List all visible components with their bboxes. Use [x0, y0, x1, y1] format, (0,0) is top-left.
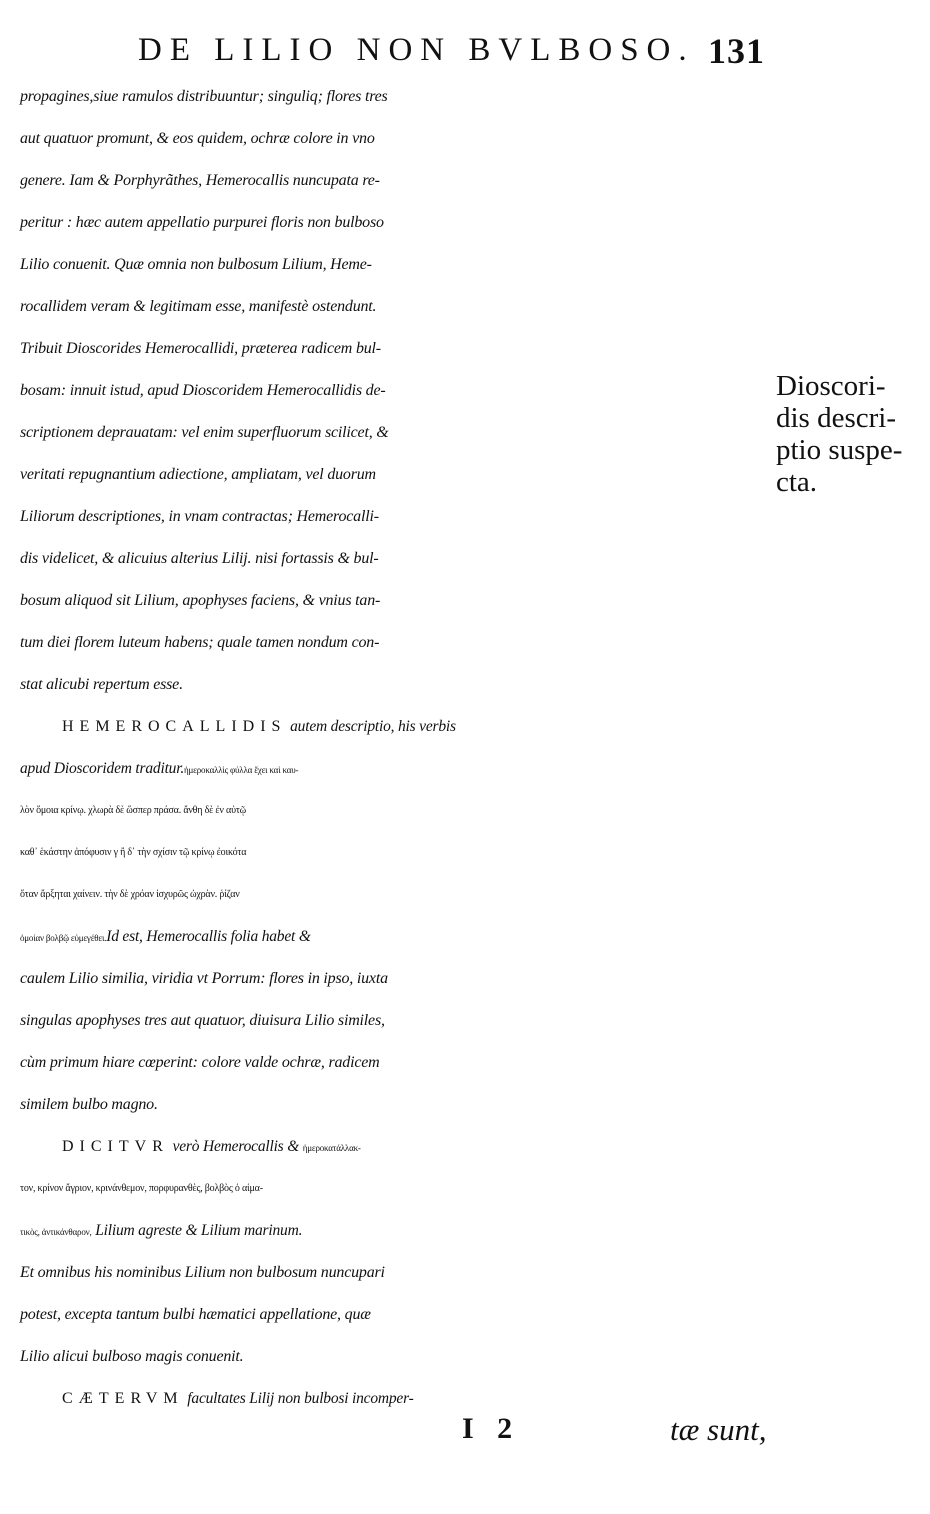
text-line: [20, 916, 780, 958]
margin-note-line: ptio suspe-: [776, 434, 903, 466]
page-number: 131: [708, 31, 765, 71]
greek-line: ὅταν ἄρξηται χαίνειν. τὴν δὲ χρόαν ἰσχυρῶς ὠχρὰν. ῥίζαν: [20, 889, 240, 900]
text-line: stat alicubi repertum esse.: [20, 676, 183, 693]
greek-fragment: ἡμεροκαλλὶς φύλλα ἔχει καὶ καυ-: [184, 765, 299, 775]
text-line: Et omnibus his nominibus Lilium non bulbosum nuncupari: [20, 1264, 385, 1281]
greek-line: λὸν ὅμοια κρίνῳ. χλωρὰ δὲ ὥσπερ πράσα. ἄνθη δὲ ἐν αὐτῷ: [20, 805, 247, 816]
text-line: bosum aliquod sit Lilium, apophyses faciens, & vnius tan-: [20, 592, 381, 609]
signature-mark: I 2: [462, 1412, 521, 1445]
paragraph-opening-line: [20, 706, 780, 748]
paragraph-lead-word: HEMEROCALLIDIS: [62, 718, 287, 735]
text-line: similem bulbo magno.: [20, 1096, 158, 1113]
margin-note-line: Dioscori-: [776, 370, 886, 402]
page-header: [0, 22, 800, 71]
text-line: scriptionem deprauatam: vel enim superfluorum scilicet, &: [20, 424, 389, 441]
text-fragment: facultates Lilij non bulbosi incomper-: [183, 1390, 414, 1407]
text-line: singulas apophyses tres aut quatuor, diuisura Lilio similes,: [20, 1012, 385, 1029]
text-line: veritati repugnantium adiectione, ampliatam, vel duorum: [20, 466, 376, 483]
margin-note-line: cta.: [776, 466, 818, 498]
greek-fragment: ὁμοίαν βολβῷ εὐμεγέθει.: [20, 933, 107, 943]
text-line: tum diei florem luteum habens; quale tamen nondum con-: [20, 634, 380, 651]
text-line: [20, 1210, 780, 1252]
body-text: [20, 76, 780, 1420]
margin-note-line: dis descri-: [776, 402, 896, 434]
text-fragment: autem descriptio, his verbis: [286, 718, 456, 735]
text-line: rocallidem veram & legitimam esse, manifestè ostendunt.: [20, 298, 377, 315]
greek-line: καθ᾽ ἑκάστην ἀπόφυσιν γ ἢ δ᾽ τὴν σχίσιν τῷ κρίνῳ ἐοικότα: [20, 847, 247, 858]
text-line: Lilio conuenit. Quæ omnia non bulbosum Lilium, Heme-: [20, 256, 372, 273]
greek-fragment: τικὸς, ἀντικάνθαρον,: [20, 1227, 92, 1237]
text-line: genere. Iam & Porphyrãthes, Hemerocallis nuncupata re-: [20, 172, 380, 189]
text-fragment: apud Dioscoridem traditur.: [20, 760, 185, 777]
text-line: peritur : hæc autem appellatio purpurei floris non bulboso: [20, 214, 384, 231]
paragraph-opening-line: [20, 1378, 780, 1420]
text-line: potest, excepta tantum bulbi hæmatici appellatione, quæ: [20, 1306, 371, 1323]
text-line: Lilio alicui bulboso magis conuenit.: [20, 1348, 244, 1365]
paragraph-lead-word: CÆTERVM: [62, 1390, 184, 1407]
text-line: aut quatuor promunt, & eos quidem, ochræ colore in vno: [20, 130, 375, 147]
paragraph-opening-line: [20, 1126, 780, 1168]
text-line: caulem Lilio similia, viridia vt Porrum: flores in ipso, iuxta: [20, 970, 388, 987]
margin-note: [776, 370, 926, 498]
greek-fragment: ἡμεροκατάλλακ-: [302, 1143, 361, 1153]
text-line: [20, 748, 780, 790]
text-fragment: Id est, Hemerocallis folia habet &: [106, 928, 311, 945]
running-head: DE LILIO NON BVLBOSO.: [138, 32, 695, 68]
text-fragment: Lilium agreste & Lilium marinum.: [91, 1222, 303, 1239]
text-line: dis videlicet, & alicuius alterius Lilij. nisi fortassis & bul-: [20, 550, 379, 567]
text-line: cùm primum hiare cœperint: colore valde ochræ, radicem: [20, 1054, 380, 1071]
text-line: Tribuit Dioscorides Hemerocallidi, præterea radicem bul-: [20, 340, 381, 357]
text-fragment: verò Hemerocallis &: [168, 1138, 303, 1155]
text-line: Liliorum descriptiones, in vnam contractas; Hemerocalli-: [20, 508, 379, 525]
text-line: propagines,siue ramulos distribuuntur; singuliq; flores tres: [20, 88, 388, 105]
greek-line: τον, κρίνον ἄγριον, κρινάνθεμον, πορφυρανθὲς, βολβὸς ὁ αἱμα-: [20, 1183, 263, 1194]
catchword: tæ sunt,: [670, 1412, 767, 1447]
text-line: bosam: innuit istud, apud Dioscoridem Hemerocallidis de-: [20, 382, 386, 399]
paragraph-lead-word: DICITVR: [62, 1138, 169, 1155]
